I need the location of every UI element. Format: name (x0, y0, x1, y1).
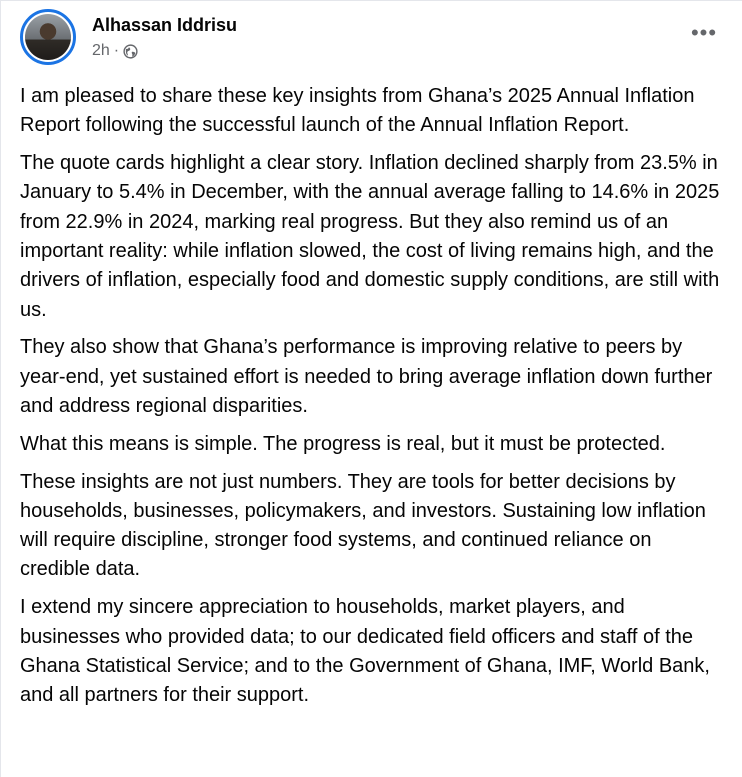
meta-separator: · (113, 42, 120, 59)
more-options-button[interactable]: ••• (690, 20, 718, 45)
post-meta (92, 41, 138, 61)
post-paragraph: These insights are not just numbers. They are tools for better decisions by households, businesses, policymakers, and investors. Sustaining low inflation will require discipline, stronger food systems, and continued reliance on credible data. (20, 470, 706, 581)
post-paragraph: They also show that Ghana’s performance is improving relative to peers by year-end, yet sustained effort is needed to bring average inflation down further and address regional disparities. (20, 336, 713, 417)
avatar[interactable] (20, 9, 76, 65)
post-paragraph: I am pleased to share these key insights from Ghana’s 2025 Annual Inflation Report following the successful launch of the Annual Inflation Report. (20, 85, 695, 137)
post-paragraph: What this means is simple. The progress is real, but it must be protected. (20, 432, 666, 455)
post-paragraph: The quote cards highlight a clear story. Inflation declined sharply from 23.5% in January to 5.4% in December, with the annual average falling to 14.6% in 2025 from 22.9% in 2024, marking real progress. But they also remind us of an important reality: while inflation slowed, the cost of living remains high, and the drivers of inflation, especially food and domestic supply conditions, are still with us. (20, 152, 720, 321)
globe-icon[interactable] (123, 44, 138, 59)
profile-photo (25, 14, 71, 60)
author-name[interactable]: Alhassan Iddrisu (92, 15, 238, 35)
post-paragraph: I extend my sincere appreciation to households, market players, and businesses who provided data; to our dedicated field officers and staff of the Ghana Statistical Service; and to the Government of Ghana, IMF, World Bank, and all partners for their support. (20, 596, 710, 707)
post-timestamp[interactable]: 2h (92, 42, 110, 59)
post-body (20, 82, 720, 719)
post-header (20, 9, 722, 65)
